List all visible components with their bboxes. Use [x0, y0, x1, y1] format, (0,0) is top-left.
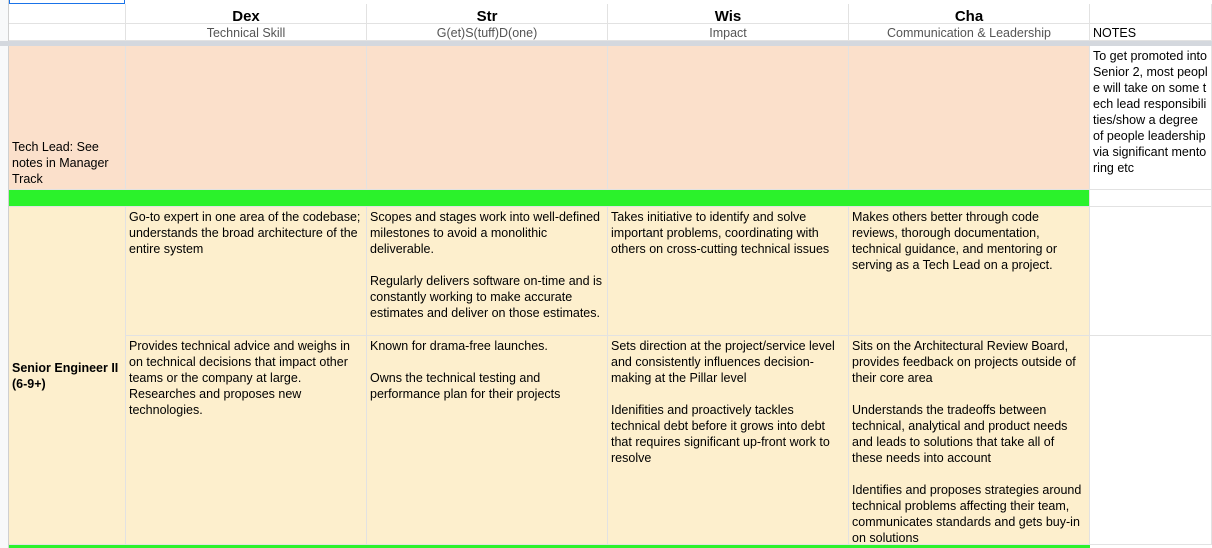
tech-lead-note[interactable]: To get promoted into Senior 2, most people will take on some tech lead responsibilities/show a degree of people leadership via significant mentoring etc [1090, 46, 1212, 190]
senior-ii-r1-cha[interactable]: Makes others better through code reviews, thorough documentation, technical guidance, and mentoring or serving as a Tech Lead on a project. [849, 207, 1090, 336]
tech-lead-dex[interactable] [126, 46, 367, 190]
senior-ii-r2-note[interactable] [1090, 336, 1212, 545]
col-subtitle-dex[interactable]: Technical Skill [126, 24, 367, 41]
separator-note-cell[interactable] [1090, 190, 1212, 207]
senior-ii-r1-wis[interactable]: Takes initiative to identify and solve important problems, coordinating with others on cross-cutting technical issues [608, 207, 849, 336]
col-subtitle-cha[interactable]: Communication & Leadership [849, 24, 1090, 41]
cell-f1[interactable] [1090, 4, 1212, 24]
senior-ii-r1-dex[interactable]: Go-to expert in one area of the codebase; understands the broad architecture of the entire system [126, 207, 367, 336]
cell-a1[interactable] [9, 4, 126, 24]
tech-lead-label[interactable] [9, 46, 126, 190]
senior-ii-r2-wis[interactable]: Sets direction at the project/service level and consistently influences decision-making at the Pillar level Idenifities and proactively tackles technical debt before it grows into debt that requires significant up-front work to resolve [608, 336, 849, 545]
tech-lead-str[interactable] [367, 46, 608, 190]
col-subtitle-wis[interactable]: Impact [608, 24, 849, 41]
tech-lead-wis[interactable] [608, 46, 849, 190]
col-title-dex[interactable]: Dex [126, 4, 367, 24]
col-title-cha[interactable]: Cha [849, 4, 1090, 24]
senior-ii-r2-str[interactable]: Known for drama-free launches. Owns the technical testing and performance plan for their projects [367, 336, 608, 545]
col-subtitle-str[interactable]: G(et)S(tuff)D(one) [367, 24, 608, 41]
tech-lead-cha[interactable] [849, 46, 1090, 190]
col-title-str[interactable]: Str [367, 4, 608, 24]
senior-ii-r1-str[interactable]: Scopes and stages work into well-defined milestones to avoid a monolithic deliverable. Regularly delivers software on-time and is constantly working to make accurate estimates and deliver on those estimates. [367, 207, 608, 336]
senior-ii-label-text: Senior Engineer II (6-9+) [12, 360, 122, 391]
senior-ii-r1-note[interactable] [1090, 207, 1212, 336]
col-title-wis[interactable]: Wis [608, 4, 849, 24]
tech-lead-label-text: Tech Lead: See notes in Manager Track [12, 140, 112, 186]
senior-ii-label[interactable] [9, 207, 126, 545]
notes-header[interactable]: NOTES [1090, 24, 1212, 41]
row-header-gutter[interactable] [0, 0, 9, 548]
senior-ii-r2-dex[interactable]: Provides technical advice and weighs in on technical decisions that impact other teams or the company at large. Researches and proposes new technologies. [126, 336, 367, 545]
cell-a2[interactable] [9, 24, 126, 41]
senior-ii-r2-cha[interactable]: Sits on the Architectural Review Board, provides feedback on projects outside of their core area Understands the tradeoffs between technical, analytical and product needs and leads to solutions that take all of these needs into account Identifies and proposes strategies around technical problems affecting their team, communicates standards and gets buy-in on solutions [849, 336, 1090, 545]
separator-row[interactable] [9, 190, 1090, 207]
